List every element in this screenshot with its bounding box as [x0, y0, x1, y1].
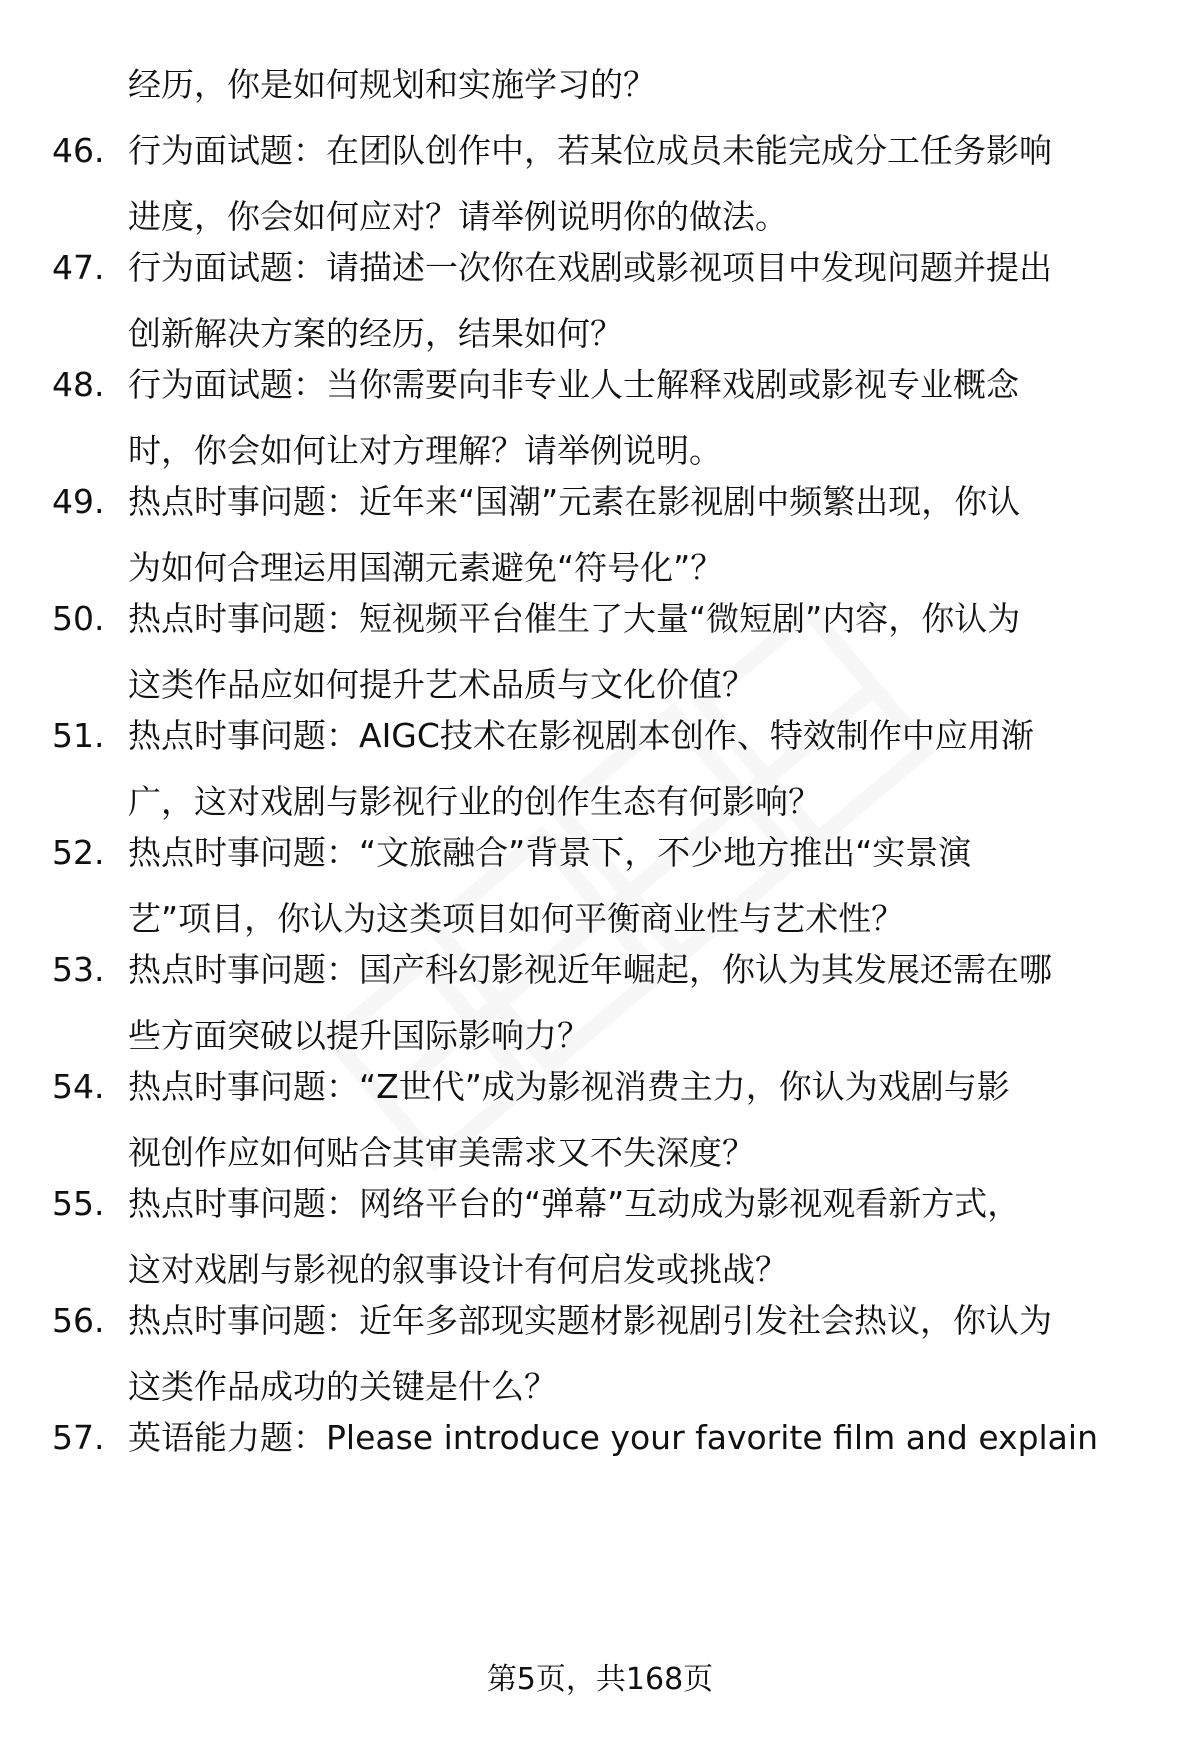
- question-item: [52, 1060, 1172, 1192]
- question-number: 54.: [52, 1067, 105, 1106]
- question-line: 行为面试题：在团队创作中，若某位成员未能完成分工任务影响: [128, 131, 1052, 170]
- question-text: [128, 1060, 1198, 1192]
- question-item: [52, 943, 1172, 1075]
- question-text: [128, 475, 1198, 607]
- question-text: [128, 1294, 1198, 1426]
- question-item: [52, 709, 1172, 841]
- question-number: 51.: [52, 716, 105, 755]
- question-text: [128, 358, 1198, 490]
- question-number: 52.: [52, 833, 105, 872]
- question-item: [52, 826, 1172, 958]
- question-line: 热点时事问题：“Z世代”成为影视消费主力，你认为戏剧与影: [128, 1067, 1010, 1106]
- question-line: 热点时事问题：“文旅融合”背景下，不少地方推出“实景演: [128, 833, 972, 872]
- question-number: 56.: [52, 1301, 105, 1340]
- continuation-line: 经历，你是如何规划和实施学习的？: [128, 65, 656, 104]
- question-number: 47.: [52, 248, 105, 287]
- question-text: [128, 826, 1198, 958]
- question-line: 热点时事问题：近年多部现实题材影视剧引发社会热议，你认为: [128, 1301, 1052, 1340]
- question-text: [128, 709, 1198, 841]
- question-item: [52, 124, 1172, 256]
- question-line: 创新解决方案的经历，结果如何？: [128, 314, 623, 353]
- question-line: 热点时事问题：近年来“国潮”元素在影视剧中频繁出现，你认: [128, 482, 1021, 521]
- question-number: 55.: [52, 1184, 105, 1223]
- question-item: [52, 1411, 1172, 1477]
- question-line: 热点时事问题：AIGC技术在影视剧本创作、特效制作中应用渐: [128, 716, 1034, 755]
- question-line: 为如何合理运用国潮元素避免“符号化”？: [128, 548, 724, 587]
- question-item: [52, 358, 1172, 490]
- question-line: 热点时事问题：国产科幻影视近年崛起，你认为其发展还需在哪: [128, 950, 1052, 989]
- question-text: [128, 1177, 1198, 1309]
- page-footer: 第5页，共168页: [486, 1662, 714, 1697]
- question-item: [52, 241, 1172, 373]
- question-text: [128, 943, 1198, 1075]
- question-line: 时，你会如何让对方理解？请举例说明。: [128, 431, 722, 470]
- question-line: 行为面试题：当你需要向非专业人士解释戏剧或影视专业概念: [128, 365, 1019, 404]
- question-number: 53.: [52, 950, 105, 989]
- question-line: 热点时事问题：网络平台的“弹幕”互动成为影视观看新方式，: [128, 1184, 1021, 1223]
- question-number: 46.: [52, 131, 105, 170]
- question-number: 57.: [52, 1418, 105, 1457]
- question-number: 49.: [52, 482, 105, 521]
- question-line: 这类作品应如何提升艺术品质与文化价值？: [128, 665, 755, 704]
- question-line: 广，这对戏剧与影视行业的创作生态有何影响？: [128, 782, 821, 821]
- question-text: [128, 1411, 1198, 1477]
- question-line: 这类作品成功的关键是什么？: [128, 1367, 557, 1406]
- question-line: 艺”项目，你认为这类项目如何平衡商业性与艺术性？: [128, 899, 905, 938]
- question-line: 行为面试题：请描述一次你在戏剧或影视项目中发现问题并提出: [128, 248, 1052, 287]
- question-text: [128, 241, 1198, 373]
- question-line: 英语能力题：Please introduce your favorite film and explain: [128, 1418, 1098, 1457]
- question-item: [52, 1294, 1172, 1426]
- question-item: [52, 1177, 1172, 1309]
- question-item: [52, 475, 1172, 607]
- question-line: 进度，你会如何应对？请举例说明你的做法。: [128, 197, 788, 236]
- question-line: 这对戏剧与影视的叙事设计有何启发或挑战？: [128, 1250, 788, 1289]
- question-text: [128, 592, 1198, 724]
- question-line: 视创作应如何贴合其审美需求又不失深度？: [128, 1133, 755, 1172]
- question-number: 50.: [52, 599, 105, 638]
- question-number: 48.: [52, 365, 105, 404]
- question-line: 热点时事问题：短视频平台催生了大量“微短剧”内容，你认为: [128, 599, 1021, 638]
- question-item: [52, 592, 1172, 724]
- question-line: 些方面突破以提升国际影响力？: [128, 1016, 590, 1055]
- question-text: [128, 124, 1198, 256]
